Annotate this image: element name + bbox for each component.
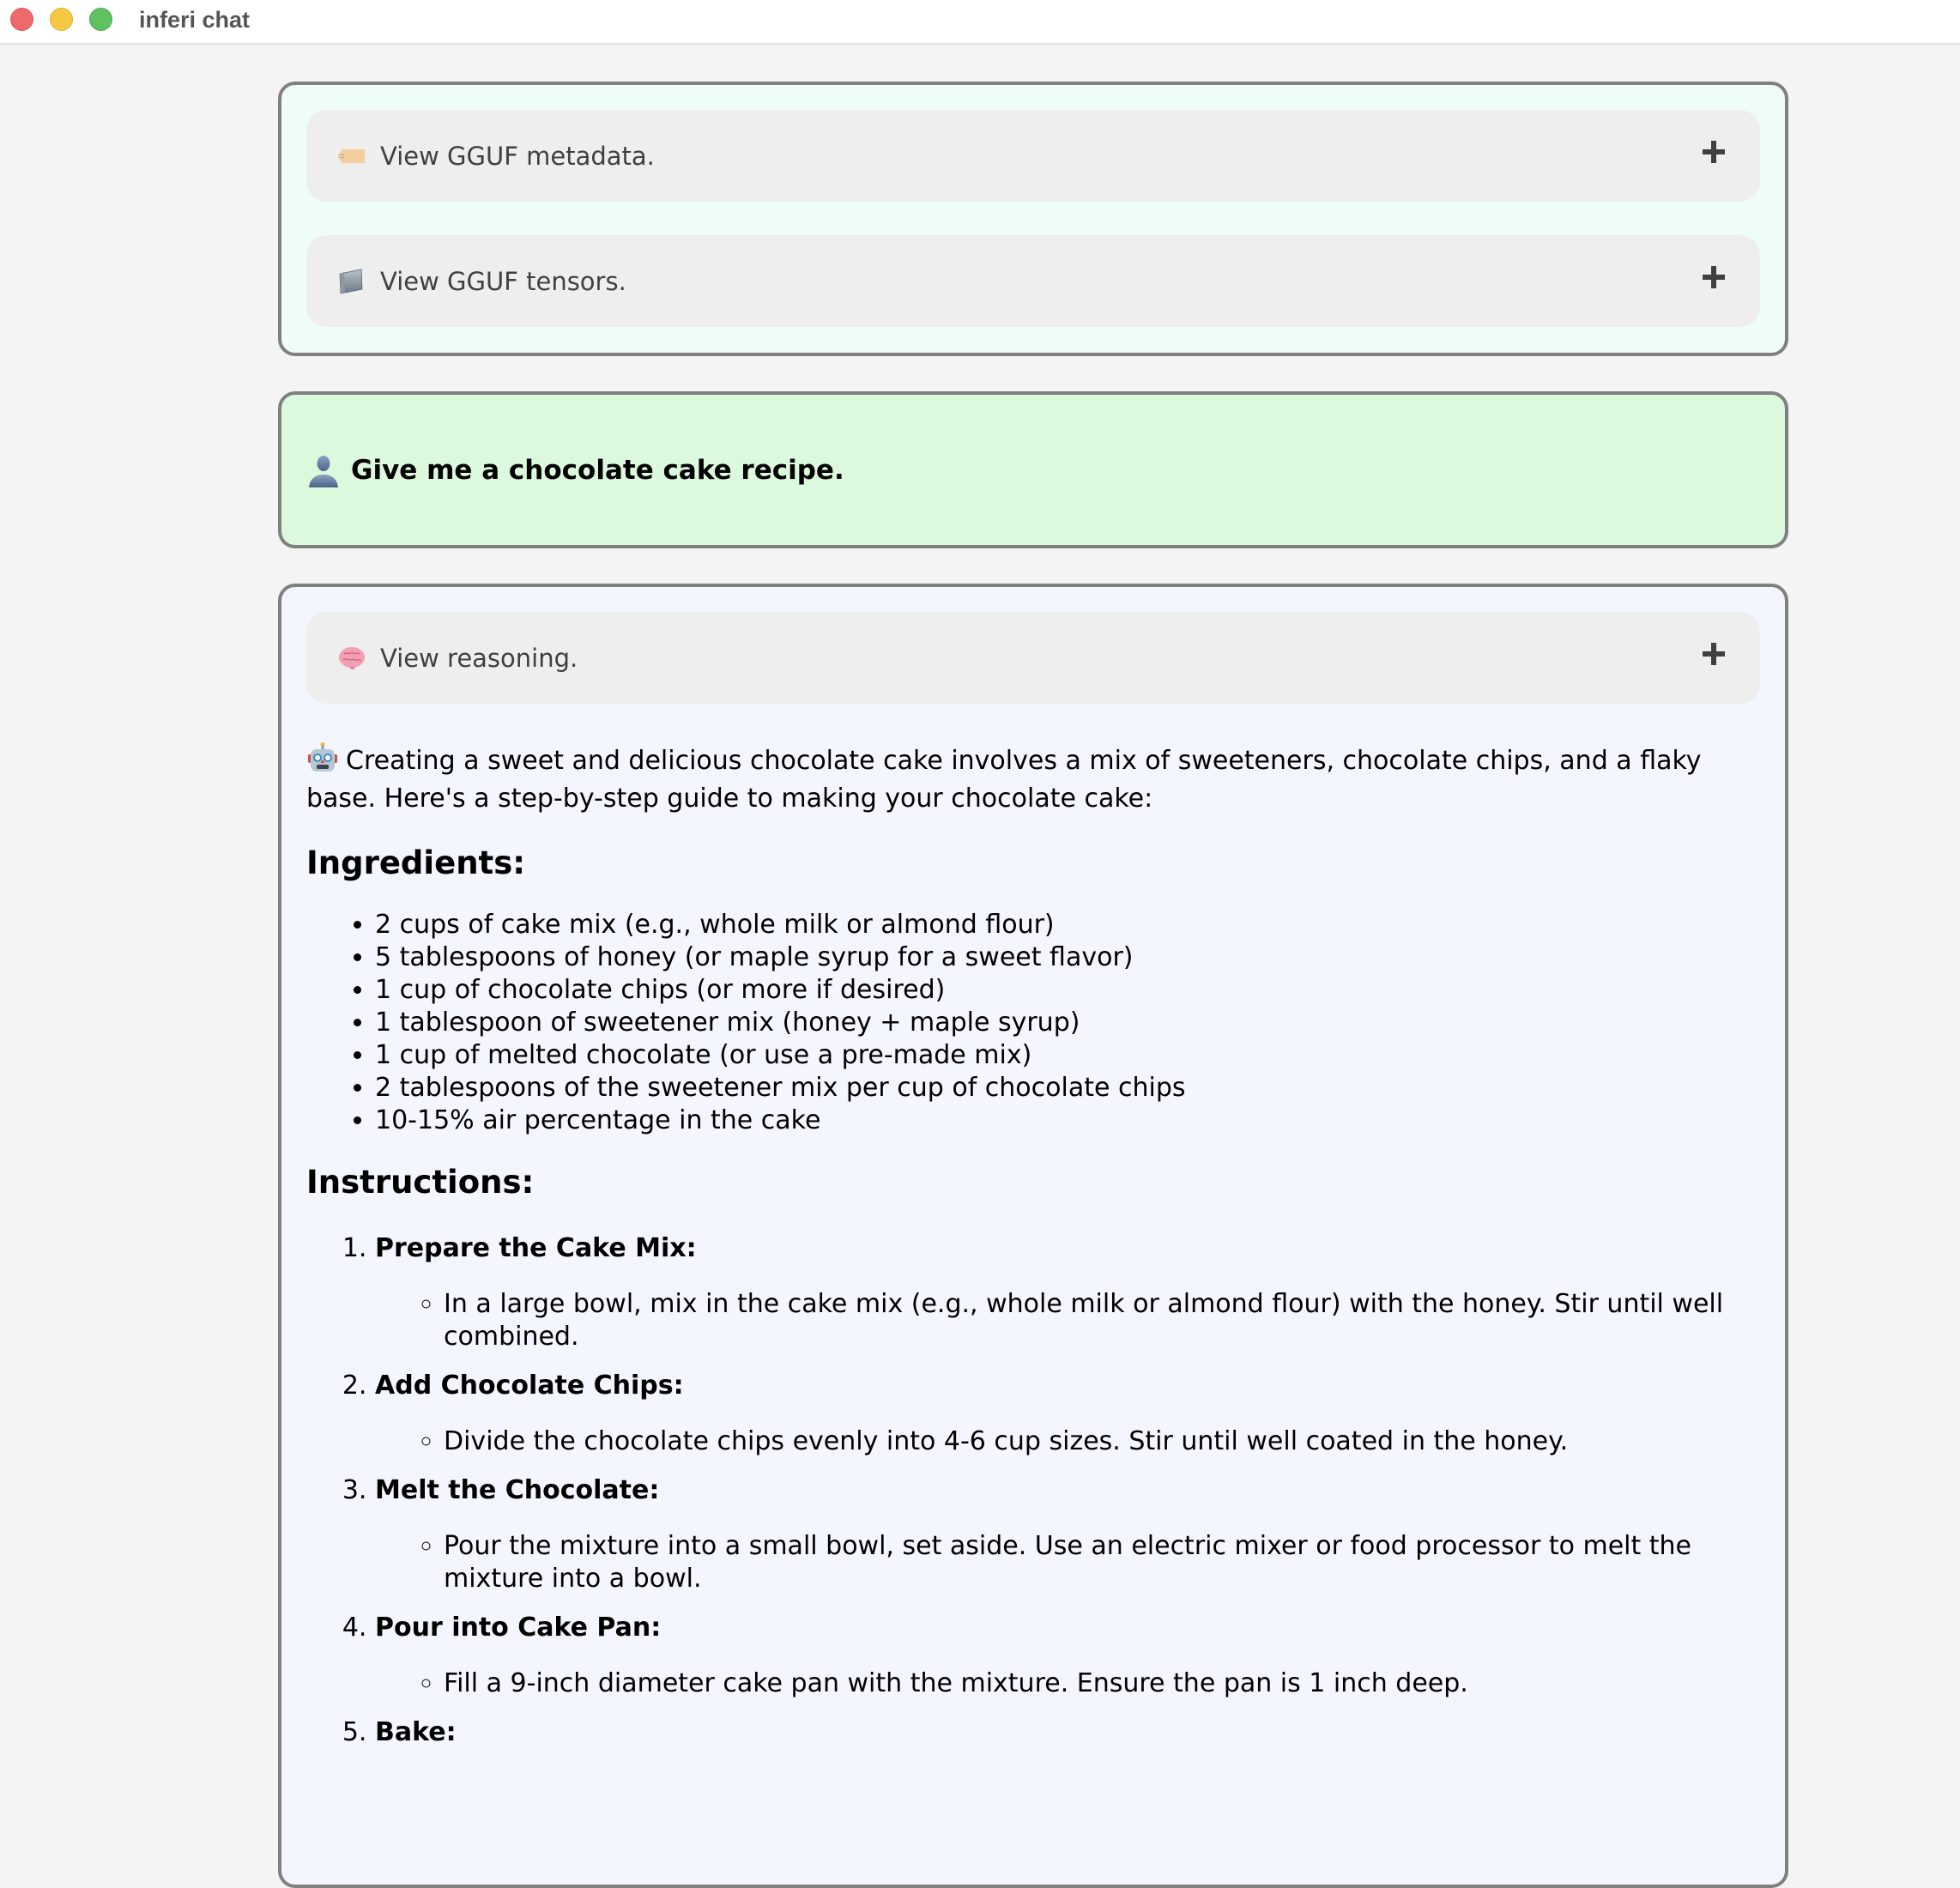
response-intro-text: Creating a sweet and delicious chocolate cake involves a mix of sweeteners, chocolate chips, and a flaky base. Here's a step-by-step guide to making your chocolate cake: [306,746,1702,814]
robot-icon [306,741,339,774]
ingredients-heading: Ingredients: [306,844,526,881]
step-title: 3. Melt the Chocolate: [375,1475,660,1505]
plus-icon[interactable] [1703,141,1725,163]
tag-icon [337,142,366,171]
ingredient-item: • 1 cup of melted chocolate (or use a pre-made mix) [375,1039,1760,1072]
title-bar [0,0,1960,45]
ingredient-item: • 1 tablespoon of sweetener mix (honey + maple syrup) [375,1007,1760,1039]
user-silhouette-icon [306,453,341,487]
ingredient-item: • 2 cups of cake mix (e.g., whole milk or almond flour) [375,909,1760,941]
user-message-text: Give me a chocolate cake recipe. [351,455,844,486]
instructions-heading: Instructions: [306,1164,535,1201]
step-detail: ◦ In a large bowl, mix in the cake mix (e.g., whole milk or almond flour) with the honey. Stir until well combined. [444,1288,1760,1353]
ingredient-item: • 1 cup of chocolate chips (or more if desired) [375,974,1760,1007]
instruction-step [375,1470,1760,1595]
gguf-tensors-expander[interactable] [306,235,1760,327]
step-detail: ◦ Pour the mixture into a small bowl, set aside. Use an electric mixer or food processor to melt the mixture into a bowl. [444,1530,1760,1595]
instruction-step [375,1228,1760,1353]
plus-icon[interactable] [1703,643,1725,665]
plus-icon[interactable] [1703,266,1725,288]
user-message-card [278,391,1788,548]
reasoning-label: View reasoning. [380,644,578,673]
gguf-metadata-label: View GGUF metadata. [380,142,655,171]
instruction-step [375,1365,1760,1458]
model-info-card [278,82,1788,356]
assistant-response [306,741,1760,1772]
response-intro [306,741,1760,818]
step-title: 4. Pour into Cake Pan: [375,1613,662,1643]
step-title: 2. Add Chocolate Chips: [375,1371,684,1401]
step-detail: ◦ Fill a 9-inch diameter cake pan with the mixture. Ensure the pan is 1 inch deep. [444,1667,1760,1700]
folder-icon [337,267,366,296]
gguf-tensors-label: View GGUF tensors. [380,267,626,296]
instruction-step [375,1607,1760,1700]
user-message [306,451,844,489]
step-title: 5. Bake: [375,1717,457,1747]
app-title: inferi chat [139,7,251,33]
brain-icon [337,644,366,673]
close-window-button[interactable] [10,8,33,31]
step-title: 1. Prepare the Cake Mix: [375,1233,697,1263]
ingredients-list [306,909,1760,1137]
ingredient-item: • 2 tablespoons of the sweetener mix per cup of chocolate chips [375,1072,1760,1104]
step-detail: ◦ Divide the chocolate chips evenly into 4-6 cup sizes. Stir until well coated in the honey. [444,1425,1760,1458]
instruction-step [375,1712,1760,1753]
gguf-metadata-expander[interactable] [306,110,1760,202]
maximize-window-button[interactable] [89,8,112,31]
ingredient-item: • 10-15% air percentage in the cake [375,1104,1760,1137]
reasoning-expander[interactable] [306,612,1760,704]
ingredient-item: • 5 tablespoons of honey (or maple syrup for a sweet flavor) [375,941,1760,974]
assistant-message-card [278,584,1788,1888]
minimize-window-button[interactable] [50,8,73,31]
instructions-list [306,1228,1760,1753]
